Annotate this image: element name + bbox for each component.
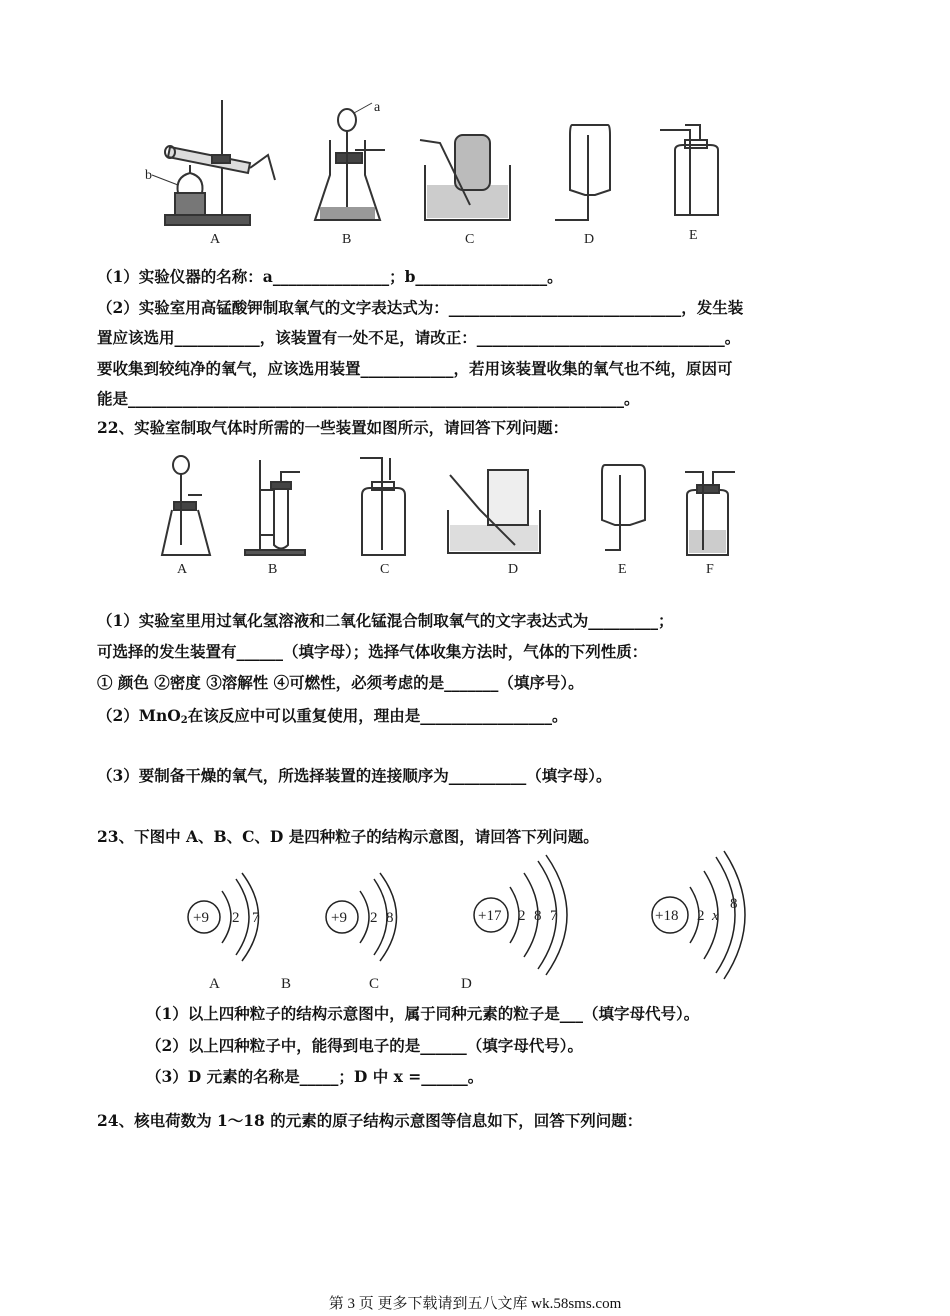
atom-label-d: D [461,976,472,992]
atom-b-shell-2: 8 [386,910,394,926]
atom-c-shell-2: 8 [534,908,542,924]
atom-b-shell-1: 2 [370,910,378,926]
q21-line-4: 要收集到较纯净的氧气，应该选用装置____________，若用该装置收集的氧气也不纯，原因可 [97,359,733,378]
q24-title: 24、核电荷数为 1～18 的元素的原子结构示意图等信息如下，回答下列问题： [97,1111,643,1130]
q22-line-5: （3）要制备干燥的氧气，所选择装置的连接顺序为__________（填字母）。 [97,766,612,785]
fig2-label-f: F [706,562,714,577]
fig2-label-e: E [618,562,627,577]
fig2-label-d: D [508,562,519,577]
apparatus-figure-2 [150,450,750,580]
atom-label-b: B [281,976,292,992]
atom-c-nucleus: +17 [478,908,502,924]
q22-line-3: ① 颜色 ②密度 ③溶解性 ④可燃性，必须考虑的是_______（填序号）。 [97,673,584,692]
fig2-label-a: A [177,562,188,577]
q22-line-4 [97,705,567,732]
fig1-label-a: A [210,232,221,247]
apparatus-figure-1 [140,95,740,250]
q23-line-3: （3）D 元素的名称是_____；D 中 x =______。 [146,1067,484,1086]
fig1-label-e: E [689,228,698,243]
q23-line-2: （2）以上四种粒子中，能得到电子的是______（填字母代号）。 [146,1036,584,1055]
fig1-label-c: C [465,232,475,247]
q21-line-1: （1）实验仪器的名称：a_______________；b_________________。 [97,267,563,286]
q22-line-4-sub: 2 [180,715,188,726]
atom-d-shell-3: 8 [730,896,738,912]
fig2-label-b: B [268,562,278,577]
q22-line-4-post: 在该反应中可以重复使用，理由是_________________。 [187,706,568,725]
atom-a-nucleus: +9 [193,910,209,926]
fig1-label-b: B [342,232,352,247]
atom-a-shell-1: 2 [232,910,240,926]
atom-label-a: A [209,976,220,992]
q22-line-1: （1）实验室里用过氧化氢溶液和二氧化锰混合制取氧气的文字表达式为_________； [97,611,674,630]
q23-line-1: （1）以上四种粒子的结构示意图中，属于同种元素的粒子是___（填字母代号）。 [146,1004,700,1023]
atom-b-nucleus: +9 [331,910,347,926]
atom-c-shell-1: 2 [518,908,526,924]
atom-label-c: C [369,976,380,992]
atom-d-shell-2: x [712,908,719,924]
fig2-label-c: C [380,562,390,577]
q22-title: 22、实验室制取气体时所需的一些装置如图所示，请回答下列问题： [97,418,569,437]
atom-a-shell-2: 7 [252,910,260,926]
q21-line-5: 能是________________________________________________________________。 [97,389,640,408]
atom-d-shell-1: 2 [697,908,705,924]
q21-line-3: 置应该选用___________，该装置有一处不足，请改正：________________________________。 [97,328,741,347]
q23-title: 23、下图中 A、B、C、D 是四种粒子的结构示意图，请回答下列问题。 [97,827,599,846]
q22-line-4-pre: （2）MnO [97,706,181,725]
q22-line-2: 可选择的发生装置有______（填字母）；选择气体收集方法时，气体的下列性质： [97,642,648,661]
fig1-label-d: D [584,232,595,247]
fig1-pointer-b: b [145,168,152,183]
page-footer: 第 3 页 更多下载请到五八文库 wk.58sms.com [328,1296,622,1312]
atom-d-nucleus: +18 [655,908,679,924]
atom-structure-figure [180,845,770,995]
fig1-pointer-a: a [374,100,381,115]
q21-line-2: （2）实验室用高锰酸钾制取氧气的文字表达式为：______________________________，发生装 [97,298,744,317]
atom-c-shell-3: 7 [550,908,558,924]
